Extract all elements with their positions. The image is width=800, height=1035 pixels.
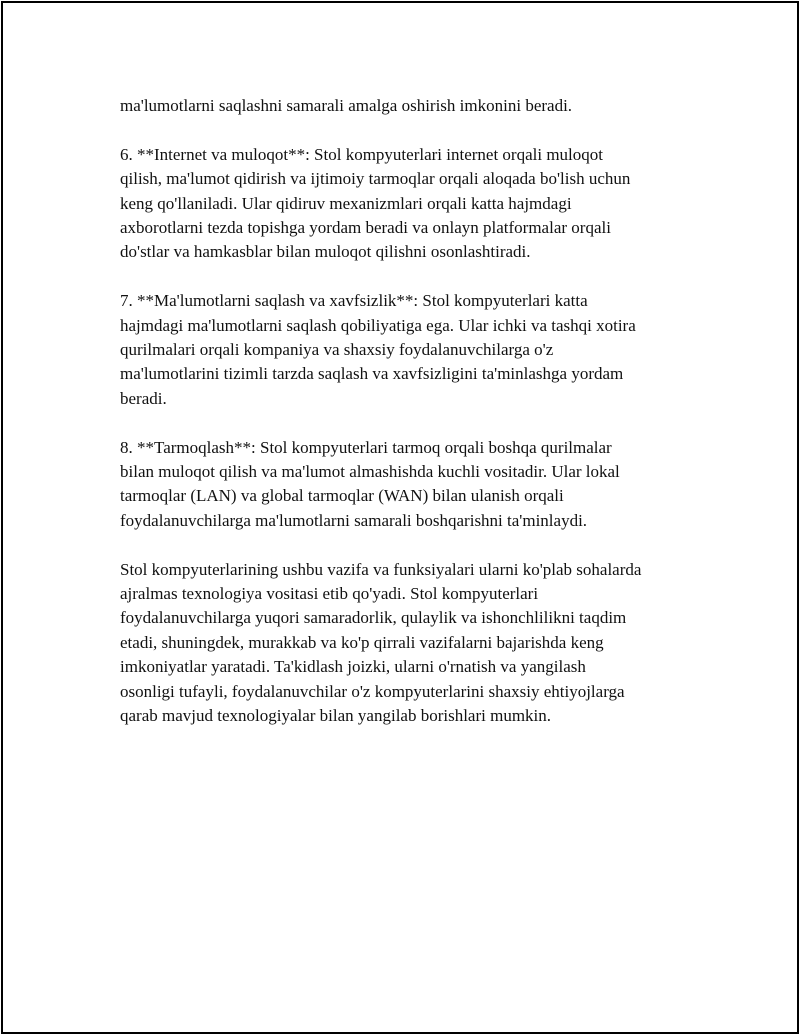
paragraph-tarmoqlash (120, 436, 690, 534)
document-body (120, 94, 690, 753)
text-line: ma'lumotlarini tizimli tarzda saqlash va xavfsizligini ta'minlashga yordam (120, 364, 624, 384)
paragraph-conclusion (120, 558, 690, 729)
text-line: etadi, shuningdek, murakkab va ko'p qirrali vazifalarni bajarishda keng (120, 632, 604, 652)
text-line: keng qo'llaniladi. Ular qidiruv mexanizmlari orqali katta hajmdagi (120, 193, 572, 213)
text-line: qilish, ma'lumot qidirish va ijtimoiy tarmoqlar orqali aloqada bo'lish uchun (120, 169, 631, 189)
page-frame (1, 1, 799, 1034)
text-line: do'stlar va hamkasblar bilan muloqot qilishni osonlashtiradi. (120, 242, 531, 262)
text-line: 7. **Ma'lumotlarni saqlash va xavfsizlik**: Stol kompyuterlari katta (120, 291, 588, 311)
text-line: Stol kompyuterlarining ushbu vazifa va funksiyalari ularni ko'plab sohalarda (120, 559, 642, 579)
text-line: 8. **Tarmoqlash**: Stol kompyuterlari tarmoq orqali boshqa qurilmalar (120, 437, 612, 457)
text-line: 6. **Internet va muloqot**: Stol kompyuterlari internet orqali muloqot (120, 144, 603, 164)
text-line: bilan muloqot qilish va ma'lumot almashishda kuchli vositadir. Ular lokal (120, 462, 620, 482)
text-line: imkoniyatlar yaratadi. Ta'kidlash joizki, ularni o'rnatish va yangilash (120, 657, 586, 677)
text-line: hajmdagi ma'lumotlarni saqlash qobiliyatiga ega. Ular ichki va tashqi xotira (120, 315, 636, 335)
text-line: ma'lumotlarni saqlashni samarali amalga oshirish imkonini beradi. (120, 96, 573, 115)
text-line: ajralmas texnologiya vositasi etib qo'yadi. Stol kompyuterlari (120, 584, 539, 604)
text-line: foydalanuvchilarga ma'lumotlarni samarali boshqarishni ta'minlaydi. (120, 510, 588, 530)
paragraph-continuation (120, 94, 690, 118)
paragraph-internet-va-muloqot (120, 143, 690, 265)
text-line: osonligi tufayli, foydalanuvchilar o'z kompyuterlarini shaxsiy ehtiyojlarga (120, 681, 625, 701)
text-line: axborotlarni tezda topishga yordam beradi va onlayn platformalar orqali (120, 218, 611, 238)
text-line: qurilmalari orqali kompaniya va shaxsiy foydalanuvchilarga o'z (120, 340, 554, 360)
paragraph-saqlash-va-xavfsizlik (120, 289, 690, 411)
text-line: beradi. (120, 388, 167, 408)
text-line: tarmoqlar (LAN) va global tarmoqlar (WAN) bilan ulanish orqali (120, 486, 564, 506)
text-line: foydalanuvchilarga yuqori samaradorlik, qulaylik va ishonchlilikni taqdim (120, 608, 627, 628)
text-line: qarab mavjud texnologiyalar bilan yangilab borishlari mumkin. (120, 706, 552, 726)
